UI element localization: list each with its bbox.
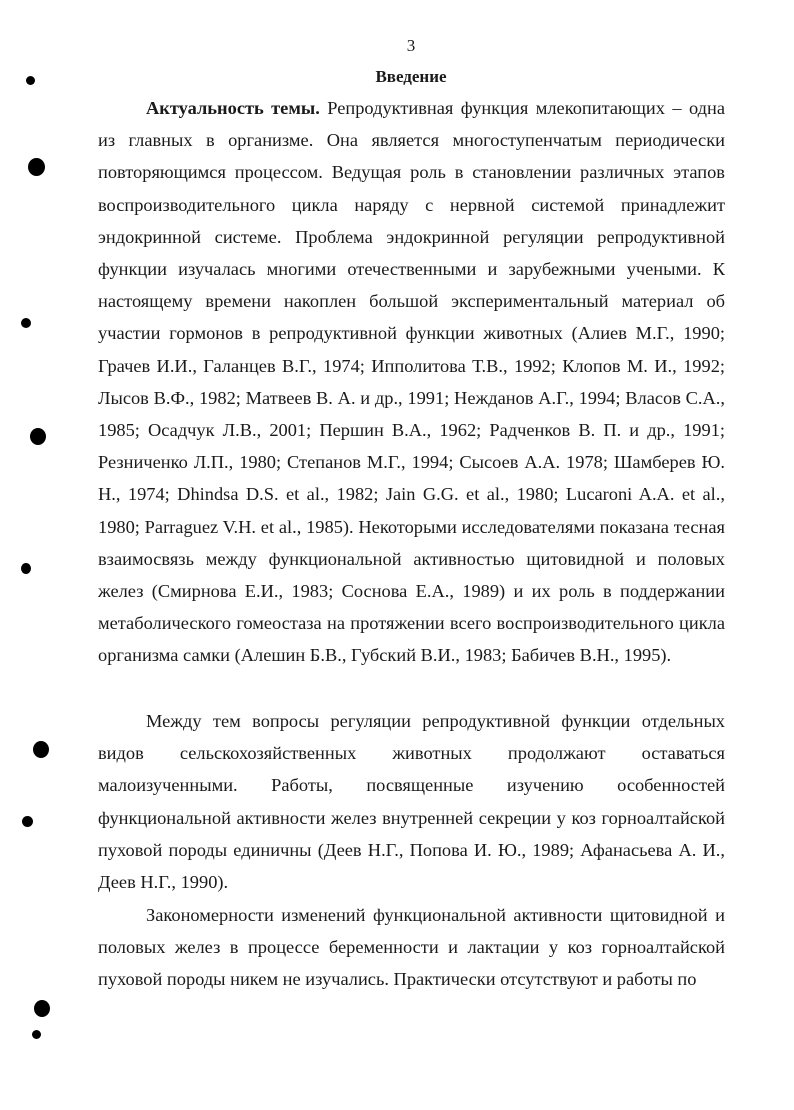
punch-hole-mark: [21, 318, 31, 328]
paragraph-lead: Актуальность темы.: [146, 98, 320, 118]
punch-hole-mark: [33, 741, 49, 758]
paragraph-patterns: Закономерности изменений функциональной активности щитовидной и половых желез в процессе беременности и лактации у коз горноалтайской пуховой породы никем не изучались. Практически отсутствуют и работы по: [98, 905, 725, 990]
punch-hole-mark: [21, 563, 31, 574]
punch-hole-mark: [34, 1000, 50, 1017]
paragraph-understudied: Между тем вопросы регуляции репродуктивной функции отдельных видов сельскохозяйственных животных продолжают оставаться малоизученными. Работы, посвященные изучению особенностей функциональной активности желез внутренней секреции у коз горноалтайской пуховой породы единичны (Деев Н.Г., Попова И. Ю., 1989; Афанасьева А. И., Деев Н.Г., 1990).: [98, 711, 725, 893]
punch-hole-mark: [32, 1030, 41, 1039]
paragraph-text: Репродуктивная функция млекопитающих – одна из главных в организме. Она является многоступенчатым периодически повторяющимся процессом. Ведущая роль в становлении различных этапов воспроизводительного цикла наряду с нервной системой принадлежит эндокринной системе. Проблема эндокринной регуляции репродуктивной функции изучалась многими отечественными и зарубежными учеными. К настоящему времени накоплен большой экспериментальный материал об участии гормонов в репродуктивной функции животных (Алиев М.Г., 1990; Грачев И.И., Галанцев В.Г., 1974; Ипполитова Т.В., 1992; Клопов М. И., 1992; Лысов В.Ф., 1982; Матвеев В. А. и др., 1991; Нежданов А.Г., 1994; Власов С.А., 1985; Осадчук Л.В., 2001; Першин В.А., 1962; Радченков В. П. и др., 1991; Резниченко Л.П., 1980; Степанов М.Г., 1994; Сысоев А.А. 1978; Шамберев Ю. Н., 1974; Dhindsa D.S. et al., 1982; Jain G.G. et al., 1980; Lucaroni A.A. et al., 1980; Parraguez V.H. et al., 1985). Некоторыми исследователями показана тесная взаимосвязь между функциональной активностью щитовидной и половых желез (Смирнова Е.И., 1983; Соснова Е.А., 1989) и их роль в поддержании метаболического гомеостаза на протяжении всего воспроизводительного цикла организма самки (Алешин Б.В., Губский В.И., 1983; Бабичев В.Н., 1995).: [98, 98, 726, 666]
punch-hole-mark: [22, 816, 33, 827]
punch-hole-mark: [26, 76, 35, 85]
punch-hole-mark: [30, 428, 46, 445]
paragraph-relevance: [98, 92, 725, 672]
section-heading: Введение: [375, 67, 447, 86]
punch-hole-mark: [28, 158, 45, 176]
page-number: 3: [406, 36, 416, 55]
